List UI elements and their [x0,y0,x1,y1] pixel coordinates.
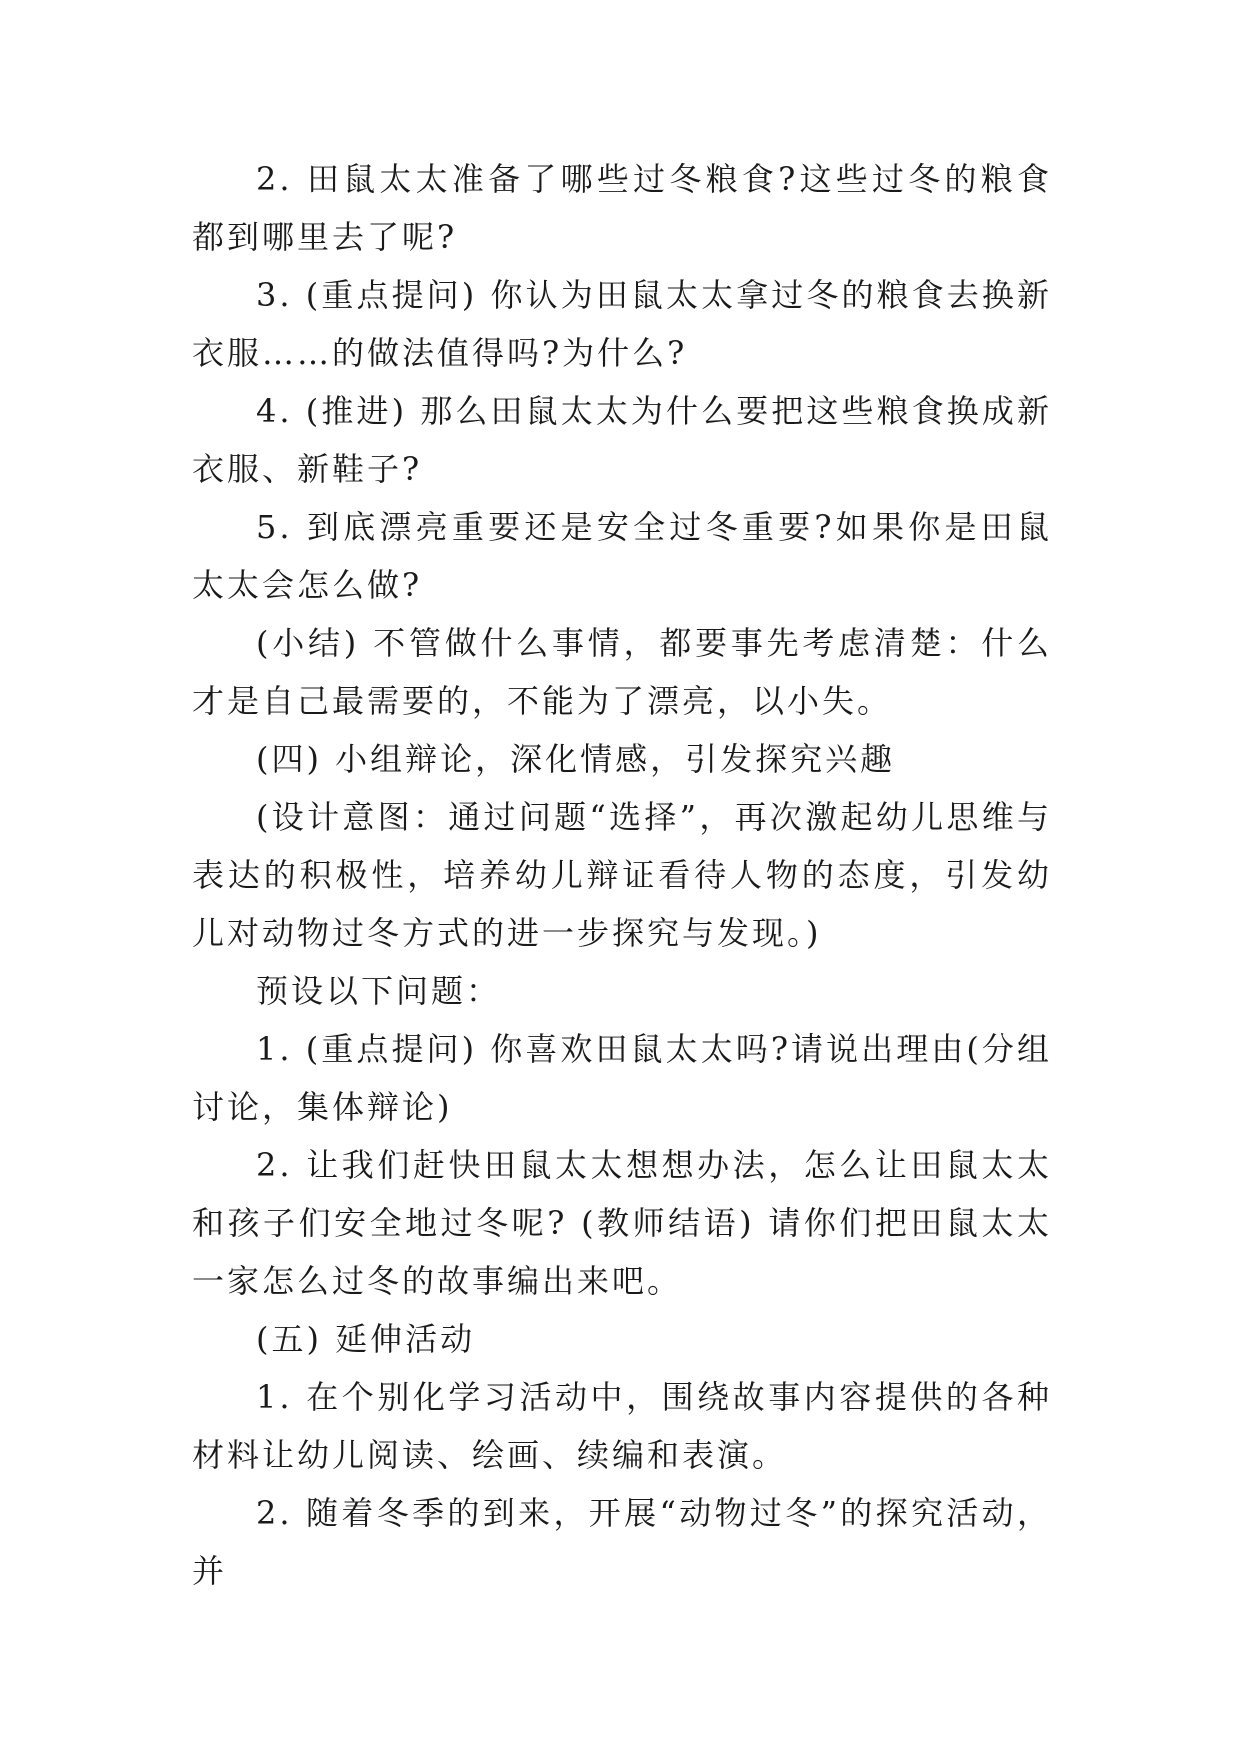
paragraph: 1. 在个别化学习活动中，围绕故事内容提供的各种材料让幼儿阅读、绘画、续编和表演。 [192,1378,1052,1474]
paragraph: (设计意图：通过问题“选择”，再次激起幼儿思维与表达的积极性，培养幼儿辩证看待人物的态度，引发幼儿对动物过冬方式的进一步探究与发现。) [192,798,1052,952]
paragraph: 1. (重点提问) 你喜欢田鼠太太吗?请说出理由(分组讨论，集体辩论) [192,1030,1052,1126]
paragraph: 4. (推进) 那么田鼠太太为什么要把这些粮食换成新衣服、新鞋子? [192,392,1052,488]
paragraph: 预设以下问题： [256,972,502,1010]
section-heading: (四) 小组辩论，深化情感，引发探究兴趣 [256,740,896,778]
document-body [192,150,1052,1600]
paragraph: 3. (重点提问) 你认为田鼠太太拿过冬的粮食去换新衣服……的做法值得吗?为什么? [192,276,1052,372]
paragraph: (小结) 不管做什么事情，都要事先考虑清楚：什么才是自己最需要的，不能为了漂亮，以小失。 [192,624,1052,720]
paragraph: 5. 到底漂亮重要还是安全过冬重要?如果你是田鼠太太会怎么做? [192,508,1052,604]
section-heading: (五) 延伸活动 [256,1320,476,1358]
paragraph: 2. 田鼠太太准备了哪些过冬粮食?这些过冬的粮食都到哪里去了呢? [192,160,1052,256]
paragraph: 2. 随着冬季的到来，开展“动物过冬”的探究活动，并 [192,1494,1052,1590]
paragraph: 2. 让我们赶快田鼠太太想想办法，怎么让田鼠太太和孩子们安全地过冬呢? (教师结语) 请你们把田鼠太太一家怎么过冬的故事编出来吧。 [192,1146,1052,1300]
